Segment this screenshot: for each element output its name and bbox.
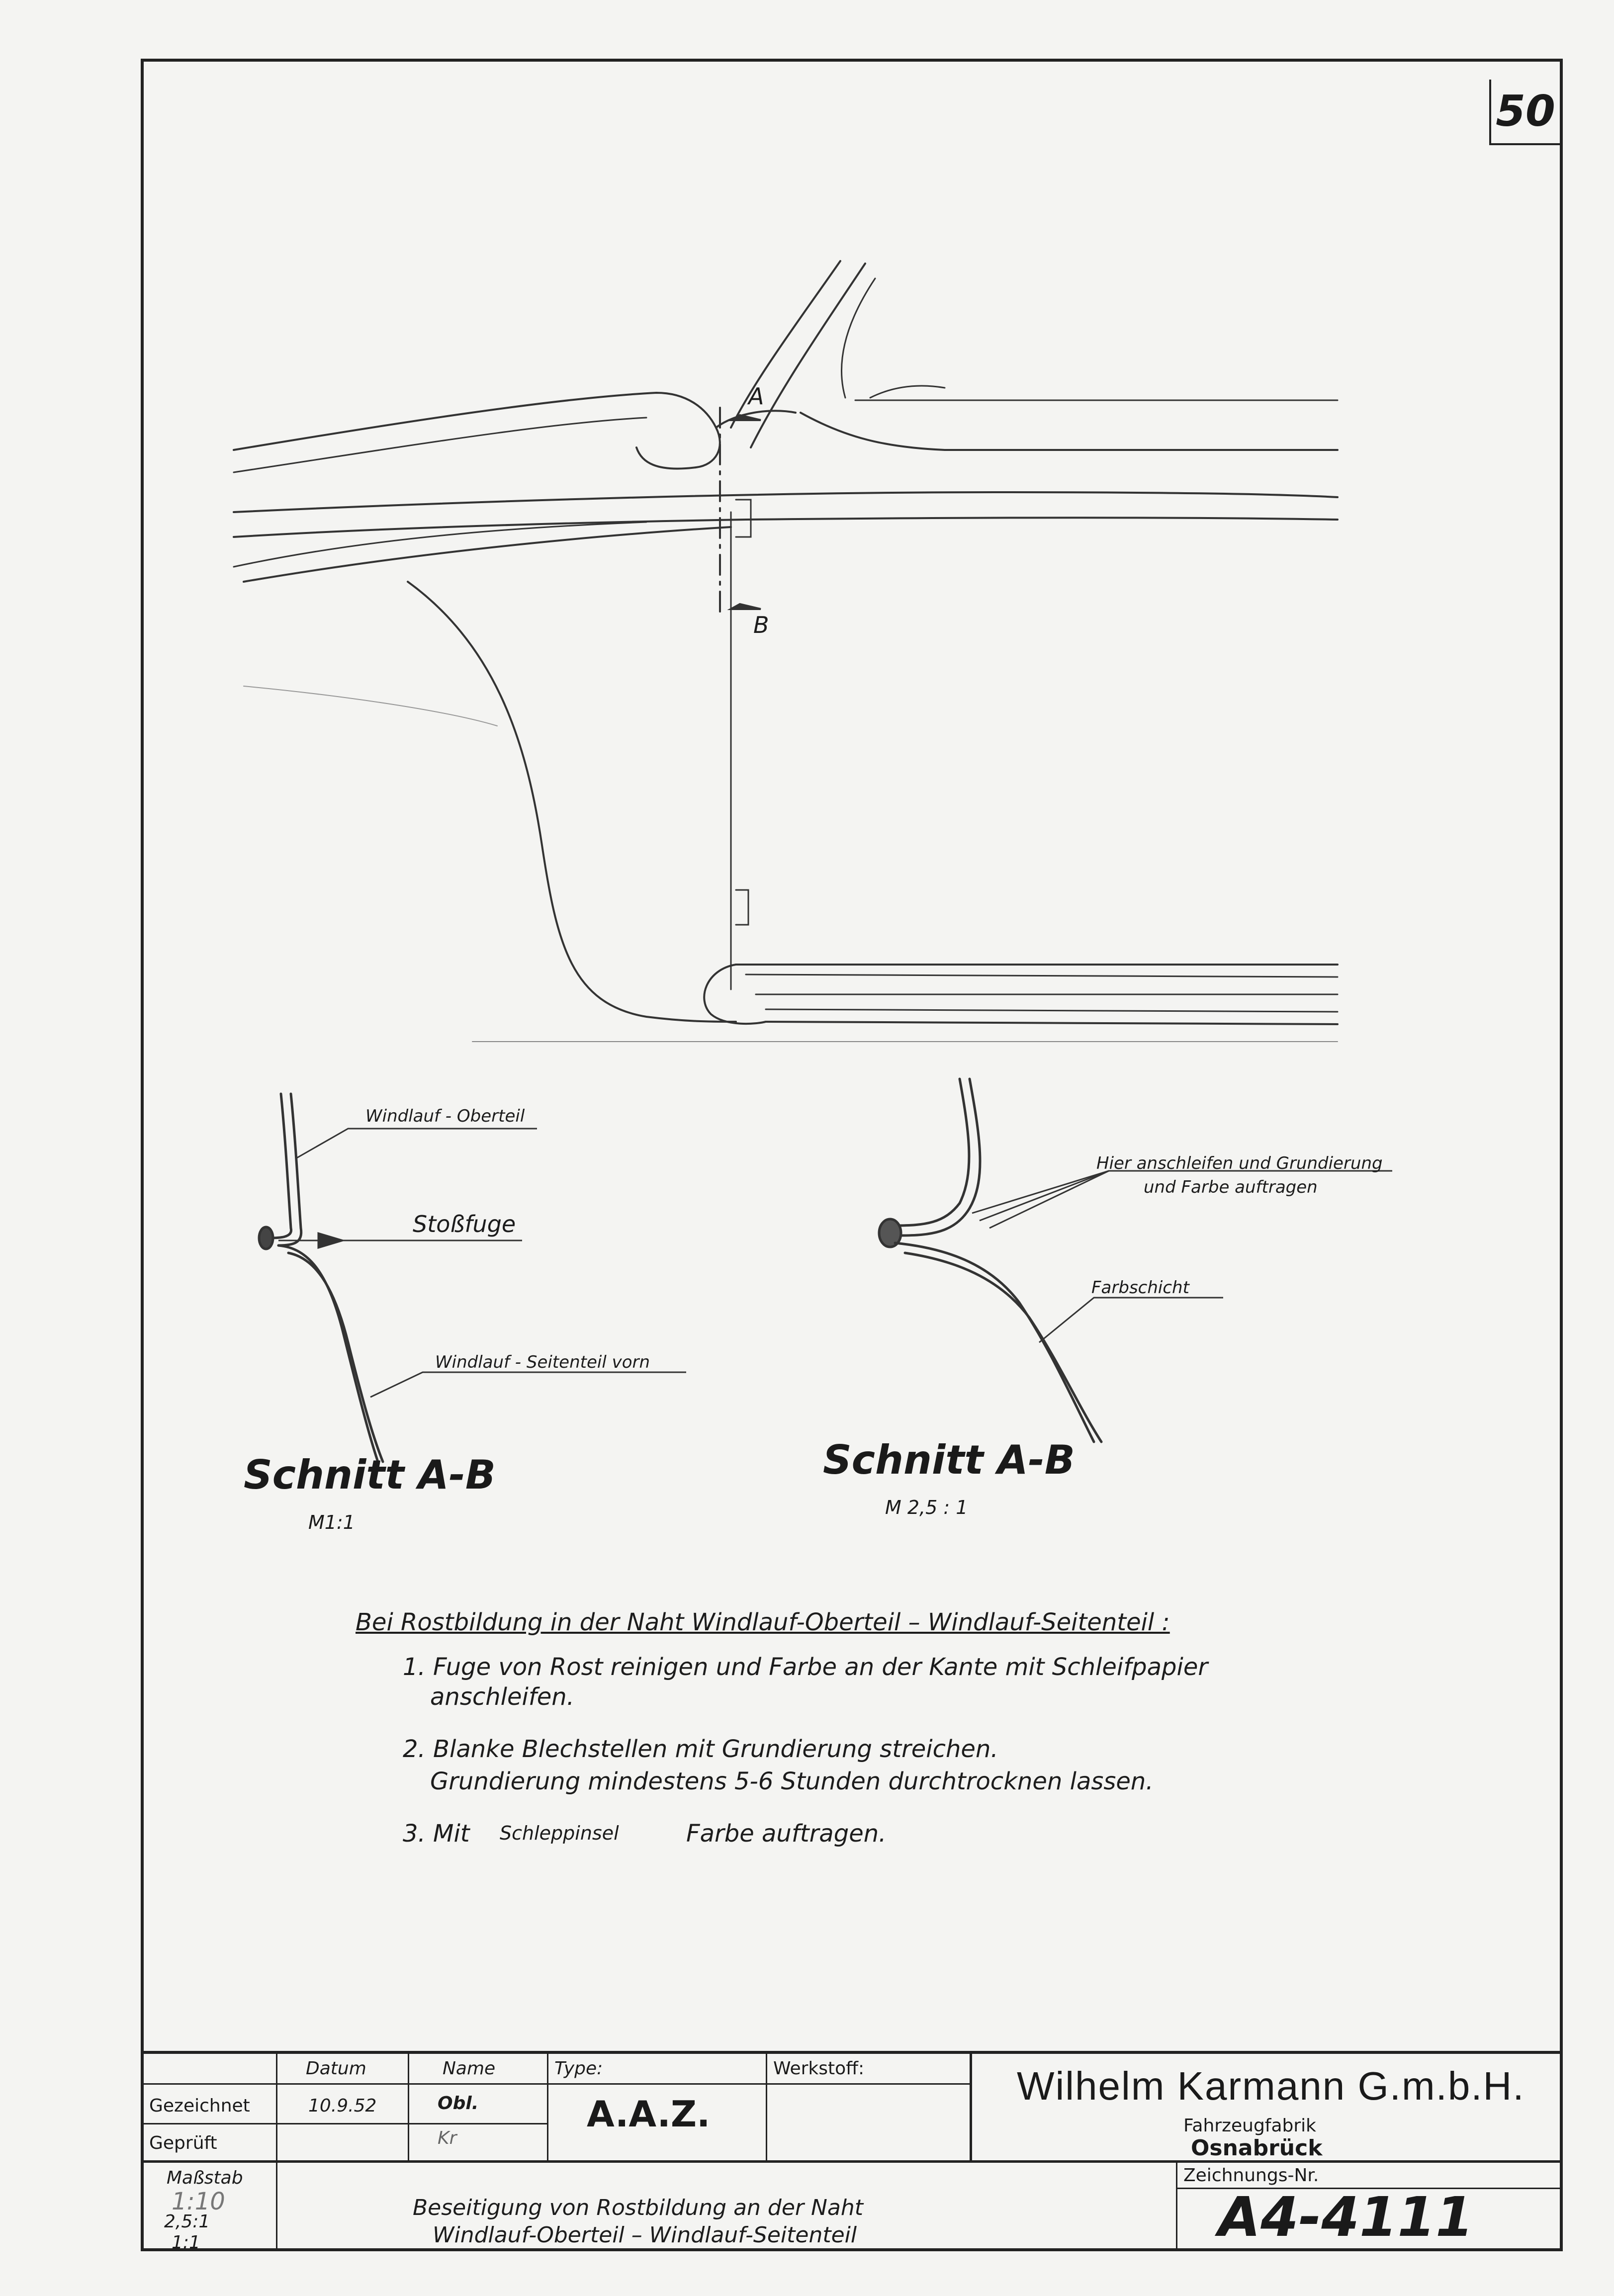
- note-3-a: 3. Mit: [403, 1820, 470, 1848]
- note-2-line2: Grundierung mindestens 5-6 Stunden durchtrocknen lassen.: [430, 1767, 1154, 1795]
- tb-scale-2: 2,5:1: [164, 2211, 210, 2232]
- tb-row-geprueft: Geprüft: [149, 2133, 217, 2153]
- tb-line: [141, 2083, 971, 2085]
- tb-col-datum: Datum: [306, 2058, 366, 2079]
- tb-row-gezeichnet: Gezeichnet: [149, 2096, 250, 2116]
- section-marker-a: A: [748, 383, 764, 410]
- tb-drawing-number: A4-4111: [1218, 2185, 1474, 2249]
- section-left-scale: M1:1: [308, 1511, 355, 1533]
- tb-line: [408, 2051, 409, 2160]
- tb-zeichnungs-label: Zeichnungs-Nr.: [1183, 2165, 1319, 2186]
- tb-company-city: Osnabrück: [1191, 2135, 1323, 2161]
- tb-line: [970, 2051, 972, 2160]
- tb-scale-3: 1:1: [172, 2232, 200, 2253]
- section-left-title: Schnitt A-B: [244, 1452, 496, 1498]
- tb-line: [766, 2051, 767, 2160]
- note-1-line2: anschleifen.: [430, 1683, 574, 1711]
- tb-col-name: Name: [443, 2058, 496, 2079]
- tb-geprueft-name: Kr: [438, 2128, 457, 2148]
- section-right-scale: M 2,5 : 1: [885, 1497, 968, 1518]
- tb-company-sub: Fahrzeugfabrik: [1183, 2116, 1317, 2136]
- callout-stossfuge: Stoßfuge: [413, 1211, 516, 1237]
- callout-anschleifen-line1: Hier anschleifen und Grundierung: [1096, 1153, 1383, 1173]
- tb-company-name: Wilhelm Karmann G.m.b.H.: [1017, 2064, 1525, 2108]
- notes-heading: Bei Rostbildung in der Naht Windlauf-Oberteil – Windlauf-Seitenteil :: [356, 1608, 1170, 1636]
- note-2-line1: 2. Blanke Blechstellen mit Grundierung streichen.: [403, 1735, 998, 1763]
- tb-werkstoff-label: Werkstoff:: [773, 2058, 865, 2079]
- page-number: 50: [1489, 80, 1560, 145]
- callout-windlauf-oberteil: Windlauf - Oberteil: [365, 1106, 525, 1126]
- tb-gezeichnet-datum: 10.9.52: [308, 2096, 377, 2116]
- tb-line: [276, 2051, 277, 2250]
- tb-scale-1: 1:10: [172, 2188, 225, 2215]
- callout-windlauf-seitenteil: Windlauf - Seitenteil vorn: [435, 1352, 650, 1372]
- tb-line: [1176, 2160, 1177, 2250]
- tb-top-line: [141, 2051, 1563, 2054]
- tb-type-value: A.A.Z.: [587, 2093, 711, 2135]
- tb-type-label: Type:: [554, 2058, 603, 2079]
- tb-description-line2: Windlauf-Oberteil – Windlauf-Seitenteil: [433, 2222, 857, 2248]
- tb-gezeichnet-name: Obl.: [438, 2093, 479, 2114]
- note-3-b: Schleppinsel: [500, 1822, 619, 1844]
- tb-massstab-label: Maßstab: [167, 2168, 243, 2188]
- tb-line: [141, 2123, 548, 2124]
- tb-line: [547, 2051, 548, 2160]
- callout-farbschicht: Farbschicht: [1091, 1278, 1189, 1298]
- note-1-line1: 1. Fuge von Rost reinigen und Farbe an der Kante mit Schleifpapier: [403, 1653, 1208, 1681]
- tb-description-line1: Beseitigung von Rostbildung an der Naht: [413, 2195, 863, 2220]
- section-marker-b: B: [753, 612, 769, 638]
- tb-line: [141, 2160, 1563, 2163]
- section-right-title: Schnitt A-B: [823, 1437, 1075, 1483]
- callout-anschleifen-line2: und Farbe auftragen: [1144, 1177, 1318, 1197]
- note-3-c: Farbe auftragen.: [686, 1820, 887, 1848]
